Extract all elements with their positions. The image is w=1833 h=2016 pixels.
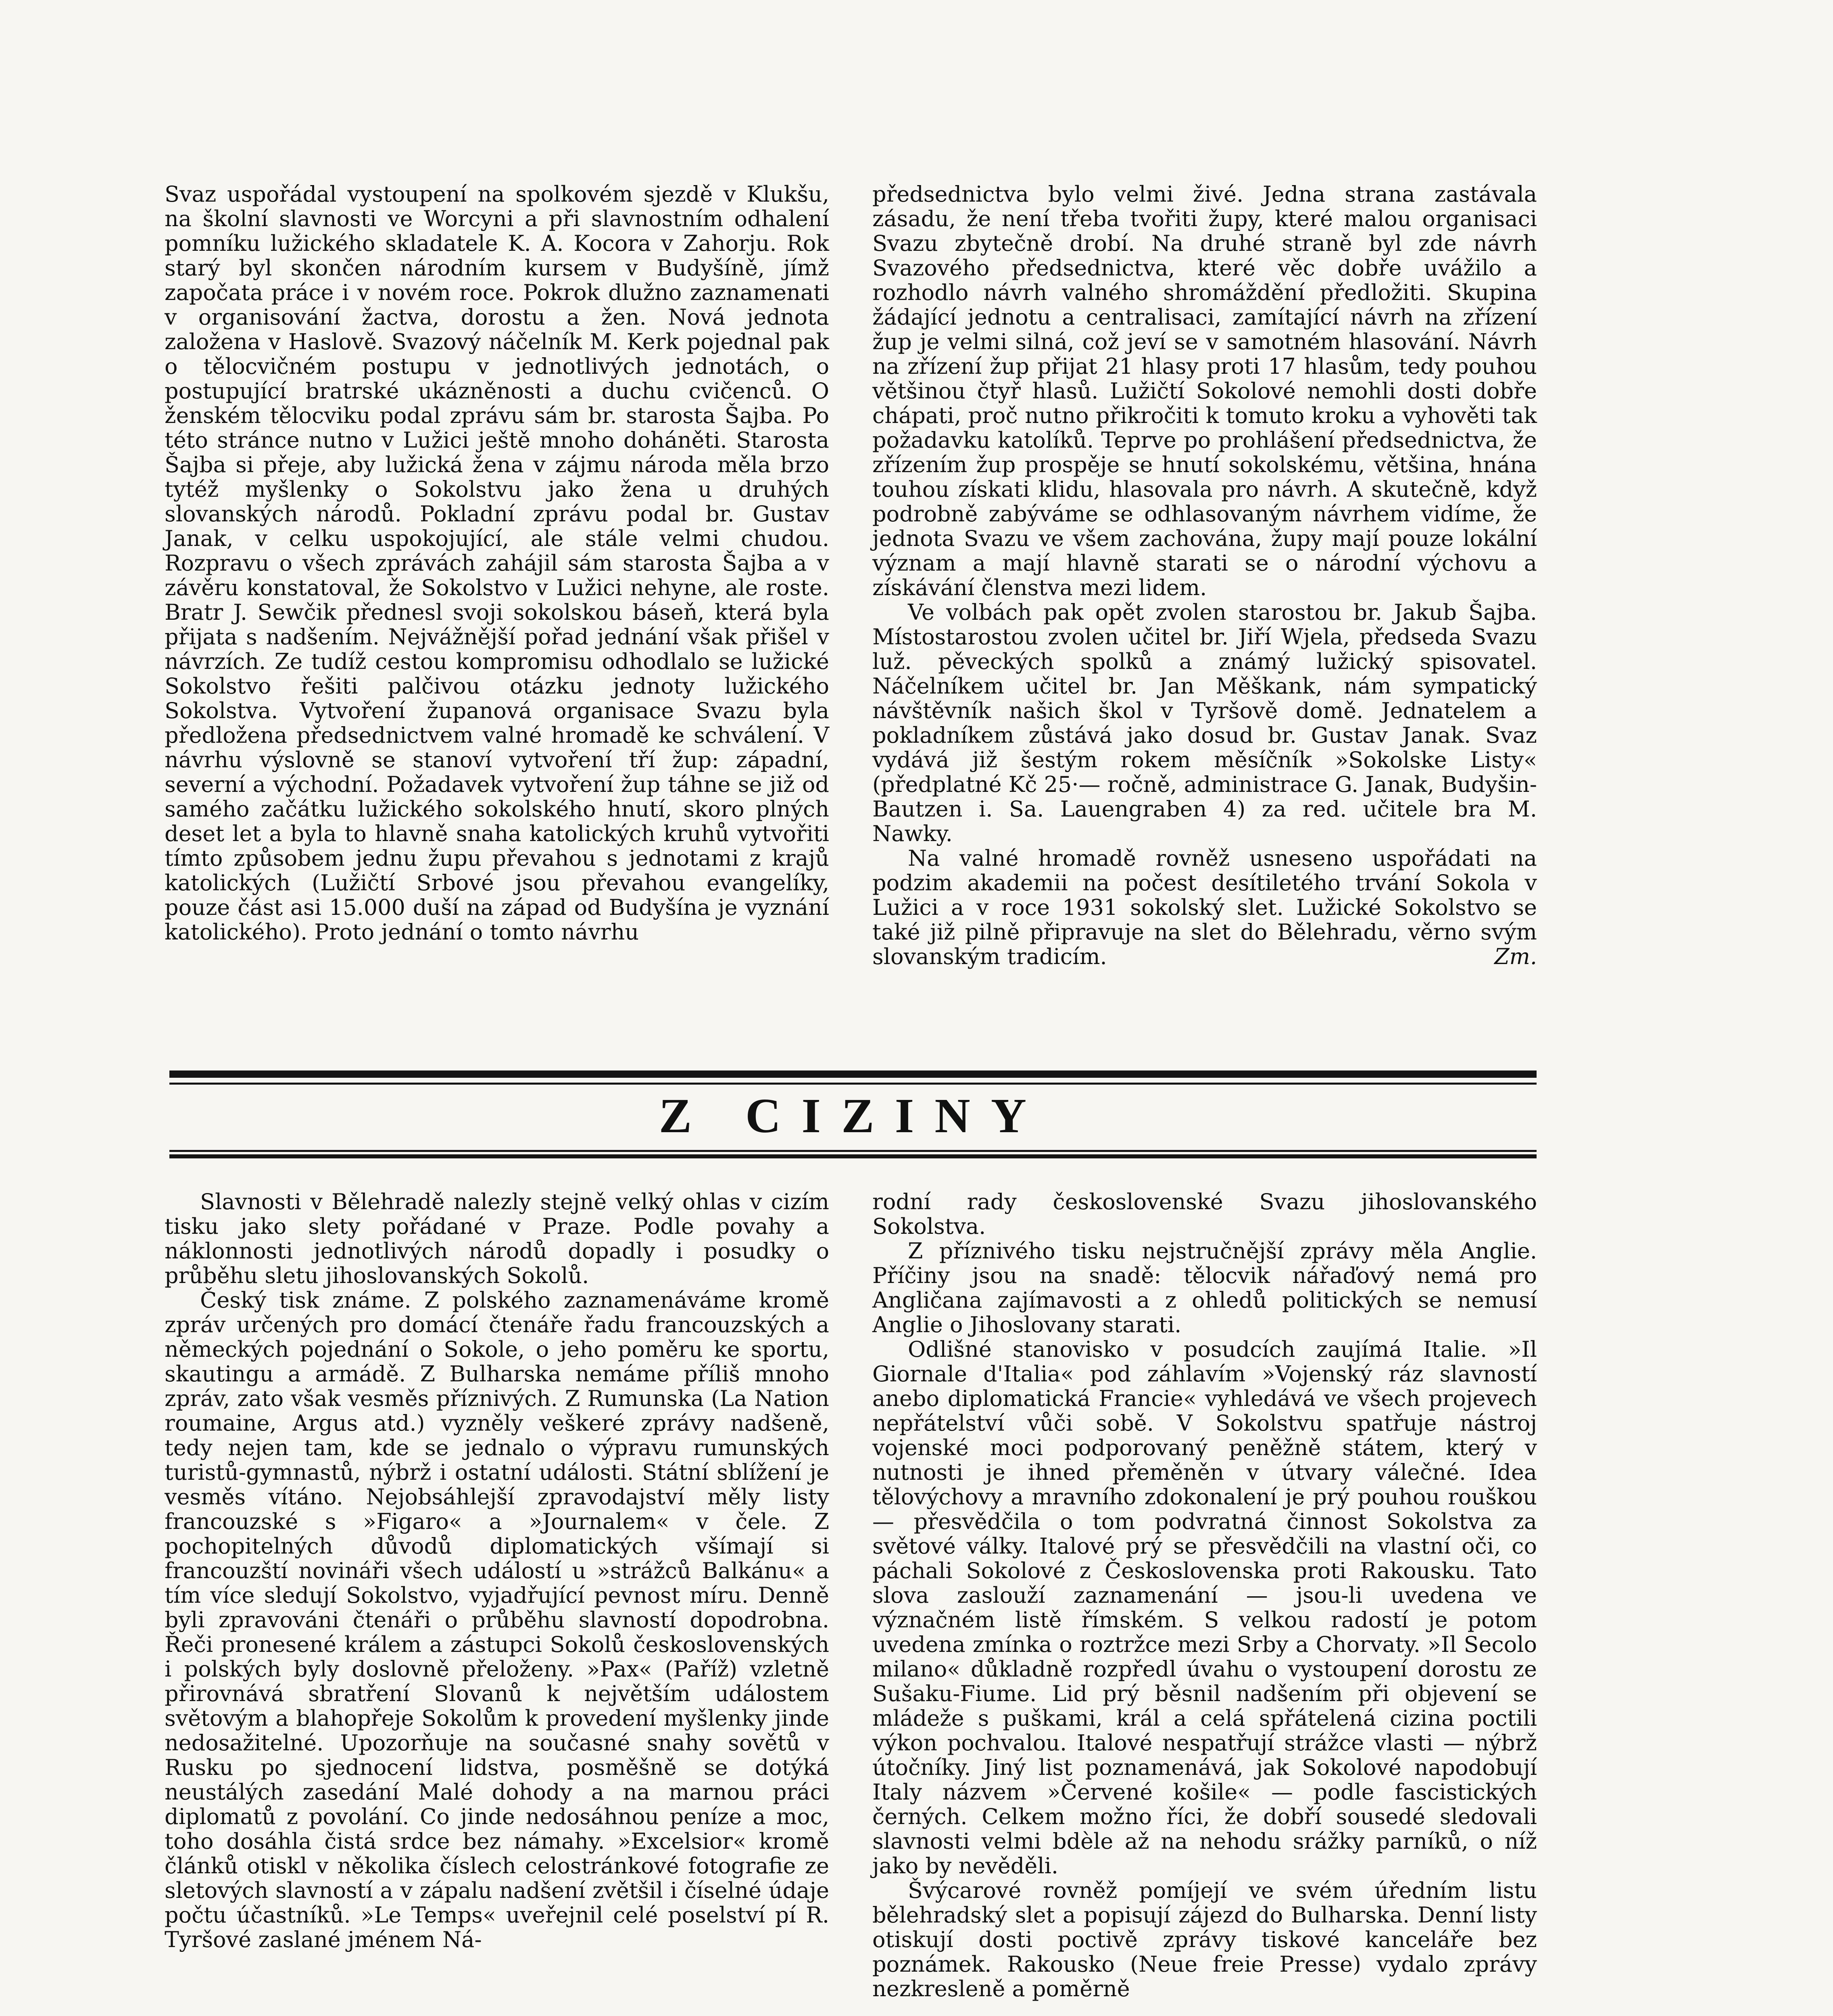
article-column-top-left	[165, 182, 829, 944]
article-column-bottom-left	[165, 1189, 829, 1952]
paragraph: Ve volbách pak opět zvolen starostou br. Jakub Šajba. Místostarostou zvolen učitel br. Jiří Wjela, předseda Svazu luž. pěveckých spolků a známý lužický spisovatel. Náčelníkem učitel br. Jan Měškank, nám sympatický návštěvník našich škol v Tyršově domě. Jednatelem a pokladníkem zůstává jako dosud br. Gustav Janak. Svaz vydává již šestým rokem měsíčník »Sokolske Listy« (předplatné Kč 25·— ročně, administrace G. Janak, Budyšin-Bautzen i. Sa. Lauengraben 4) za red. učitele bra M. Nawky.	[872, 600, 1537, 846]
paragraph: Odlišné stanovisko v posudcích zaujímá Italie. »Il Giornale d'Italia« pod záhlavím »Vojenský ráz slavností anebo diplomatická Francie« vyhledává ve všech projevech nepřátelství vůči sobě. V Sokolstvu spatřuje nástroj vojenské moci podporovaný peněžně státem, který v nutnosti je ihned přeměněn v útvary válečné. Idea tělovýchovy a mravního zdokonalení je prý pouhou rouškou — přesvědčila o tom podvratná činnost Sokolstva za světové války. Italové prý se přesvědčili na vlastní oči, co páchali Sokolové z Československa proti Rakousku. Tato slova zaslouží zaznamenání — jsou-li uvedena ve význačném listě římském. S velkou radostí je potom uvedena zmínka o roztržce mezi Srby a Chorvaty. »Il Secolo milano« důkladně rozpředl úvahu o vystoupení dorostu ze Sušaku-Fiume. Lid prý běsnil nadšením při objevení se mládeže s puškami, král a celá spřátelená cizina poctili výkon pochvalou. Italové nespatřují strážce vlasti — nýbrž útočníky. Jiný list poznamenává, jak Sokolové napodobují Italy názvem »Červené košile« — podle fascistických černých. Celkem možno říci, že dobří sousedé sledovali slavnosti velmi bdèle až na nehodu srážky parníků, o níž jako by nevěděli.	[872, 1337, 1537, 1879]
article-column-bottom-right	[872, 1189, 1537, 2001]
section-title: Z CIZINY	[659, 1089, 1047, 1143]
paragraph: rodní rady československé Svazu jihoslovanského Sokolstva.	[872, 1189, 1537, 1239]
author-signature: Zm.	[1494, 944, 1537, 969]
article-column-top-right	[872, 182, 1537, 969]
paragraph: Švýcarové rovněž pomíjejí ve svém úředním listu bělehradský slet a popisují zájezd do Bulharska. Denní listy otiskují dosti poctivě zprávy tiskové kanceláře bez poznámek. Rakousko (Neue freie Presse) vydalo zprávy nezkresleně a poměrně	[872, 1878, 1537, 2001]
paragraph-text: Na valné hromadě rovněž usneseno uspořádati na podzim akademii na počest desítiletého trvání Sokola v Lužici a v roce 1931 sokolský slet. Lužické Sokolstvo se také již pilně připravuje na slet do Bělehradu, věrno svým slovanským tradicím.	[872, 846, 1537, 969]
paragraph: předsednictva bylo velmi živé. Jedna strana zastávala zásadu, že není třeba tvořiti župy, které malou organisaci Svazu zbytečně drobí. Na druhé straně byl zde návrh Svazového předsednictva, které věc dobře uvážilo a rozhodlo návrh valného shromáždění předložiti. Skupina žádající jednotu a centralisaci, zamítající návrh na zřízení žup je velmi silná, což jeví se v samotném hlasování. Návrh na zřízení žup přijat 21 hlasy proti 17 hlasům, tedy pouhou většinou čtyř hlasů. Lužičtí Sokolové nemohli dosti dobře chápati, proč nutno přikročiti k tomuto kroku a vyhověti tak požadavku katolíků. Teprve po prohlášení předsednictva, že zřízením žup prospěje se hnutí sokolskému, většina, hnána touhou získati klidu, hlasovala pro návrh. A skutečně, když podrobně zabýváme se odhlasovaným návrhem vidíme, že jednota Svazu ve všem zachována, župy mají pouze lokální význam a mají hlavně starati se o národní výchovu a získávání členstva mezi lidem.	[872, 181, 1537, 600]
paragraph	[872, 846, 1537, 969]
paragraph: Z příznivého tisku nejstručnější zprávy měla Anglie. Příčiny jsou na snadě: tělocvik nářaďový nemá pro Angličana zajímavosti a z ohledů politických se nemusí Anglie o Jihoslovany starati.	[872, 1238, 1537, 1337]
section-rule-top-thin	[169, 1083, 1537, 1085]
section-rule-top	[169, 1070, 1537, 1078]
section-rule-bottom-thin	[169, 1150, 1537, 1152]
paragraph: Český tisk známe. Z polského zaznamenáváme kromě zpráv určených pro domácí čtenáře řadu francouzských a německých pojednání o Sokole, o jeho poměru ke sportu, skautingu a armádě. Z Bulharska nemáme příliš mnoho zpráv, zato však vesměs příznivých. Z Rumunska (La Nation roumaine, Argus atd.) vyzněly veškeré zprávy nadšeně, tedy nejen tam, kde se jednalo o výpravu rumunských turistů-gymnastů, nýbrž i ostatní události. Státní sblížení je vesměs vítáno. Nejobsáhlejší zpravodajství měly listy francouzské s »Figaro« a »Journalem« v čele. Z pochopitelných důvodů diplomatických všímají si francouzští novináři všech událostí u »strážců Balkánu« a tím více sledují Sokolstvo, vyjadřující pevnost míru. Denně byli zpravováni čtenáři o průběhu slavností dopodrobna. Řeči pronesené králem a zástupci Sokolů československých i polských byly doslovně přeloženy. »Pax« (Paříž) vzletně přirovnává sbratření Slovanů k největším událostem světovým a blahopřeje Sokolům k provedení myšlenky jinde nedosažitelné. Upozorňuje na současné snahy sovětů v Rusku po sjednocení lidstva, posměšně se dotýká neustálých zasedání Malé dohody a na marnou práci diplomatů z povolání. Co jinde nedosáhnou peníze a moc, toho dosáhla čistá srdce bez námahy. »Excelsior« kromě článků otiskl v několika číslech celostránkové fotografie ze sletových slavností a v zápalu nadšení zvětšil i číselné údaje počtu účastníků. »Le Temps« uveřejnil celé poselství pí R. Tyršové zaslané jménem Ná-	[165, 1287, 829, 1952]
paragraph: Slavnosti v Bělehradě nalezly stejně velký ohlas v cizím tisku jako slety pořádané v Praze. Podle povahy a náklonnosti jednotlivých národů dopadly i posudky o průběhu sletu jihoslovanských Sokolů.	[165, 1189, 829, 1288]
paragraph: Svaz uspořádal vystoupení na spolkovém sjezdě v Klukšu, na školní slavnosti ve Worcyni a při slavnostním odhalení pomníku lužického skladatele K. A. Kocora v Zahorju. Rok starý byl skončen národním kursem v Budyšíně, jímž započata práce i v novém roce. Pokrok dlužno zaznamenati v organisování žactva, dorostu a žen. Nová jednota založena v Haslově. Svazový náčelník M. Kerk pojednal pak o tělocvičném postupu v jednotlivých jednotách, o postupující bratrské ukázněnosti a duchu cvičenců. O ženském tělocviku podal zprávu sám br. starosta Šajba. Po této stránce nutno v Lužici ještě mnoho doháněti. Starosta Šajba si přeje, aby lužická žena v zájmu národa měla brzo tytéž myšlenky o Sokolstvu jako žena u druhých slovanských národů. Pokladní zprávu podal br. Gustav Janak, v celku uspokojující, ale stále velmi chudou. Rozpravu o všech zprávách zahájil sám starosta Šajba a v závěru konstatoval, že Sokolstvo v Lužici nehyne, ale roste. Bratr J. Sewčik přednesl svoji sokolskou báseň, která byla přijata s nadšením. Nejvážnější pořad jednání však přišel v návrzích. Ze tudíž cestou kompromisu odhodlalo se lužické Sokolstvo řešiti palčivou otázku jednoty lužického Sokolstva. Vytvoření županová organisace Svazu byla předložena předsednictvem valné hromadě ke schválení. V návrhu výslovně se stanoví vytvoření tří žup: západní, severní a východní. Požadavek vytvoření žup táhne se již od samého začátku lužického sokolského hnutí, skoro plných deset let a byla to hlavně snaha katolických kruhů vytvořiti tímto způsobem jednu župu převahou s jednotami z krajů katolických (Lužičtí Srbové jsou převahou evangelíky, pouze část asi 15.000 duší na západ od Budyšína je vyznání katolického). Proto jednání o tomto návrhu	[165, 181, 829, 945]
section-rule-bottom	[169, 1154, 1537, 1158]
